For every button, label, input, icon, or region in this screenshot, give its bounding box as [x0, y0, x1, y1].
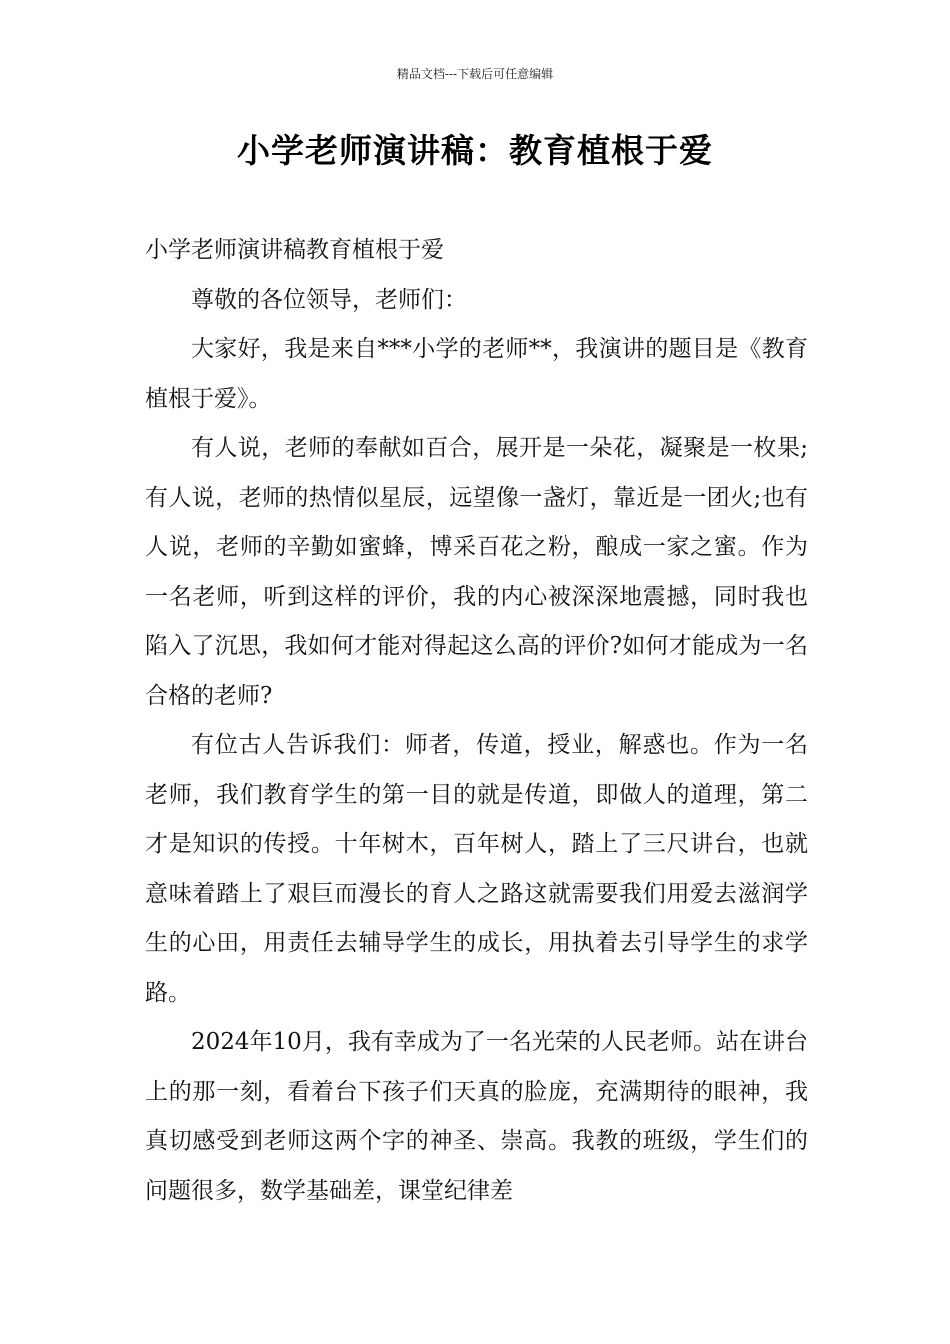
paragraph-body: 有人说，老师的奉献如百合，展开是一朵花，凝聚是一枚果;有人说，老师的热情似星辰，远望像一盏灯，靠近是一团火;也有人说，老师的辛勤如蜜蜂，博采百花之粉，酿成一家之蜜。作为一名老师，听到这样的评价，我的内心被深深地震撼，同时我也陷入了沉思，我如何才能对得起这么高的评价?如何才能成为一名合格的老师? — [145, 435, 808, 709]
paragraph-salutation: 尊敬的各位领导，老师们： — [191, 286, 467, 313]
paragraph-subtitle: 小学老师演讲稿教育植根于爱 — [145, 237, 444, 263]
header-note: 精品文档---下载后可任意编辑 — [396, 67, 554, 81]
document-body — [145, 226, 808, 1216]
paragraph-intro: 大家好，我是来自***小学的老师**，我演讲的题目是《教育植根于爱》。 — [145, 336, 808, 412]
document-title: 小学老师演讲稿：教育植根于爱 — [237, 131, 713, 170]
paragraph-body: 2024年10月，我有幸成为了一名光荣的人民老师。站在讲台上的那一刻，看着台下孩子们天真的脸庞，充满期待的眼神，我真切感受到老师这两个字的神圣、崇高。我教的班级，学生们的问题很多，数学基础差，课堂纪律差 — [145, 1029, 808, 1204]
paragraph-body: 有位古人告诉我们：师者，传道，授业，解惑也。作为一名老师，我们教育学生的第一目的就是传道，即做人的道理，第二才是知识的传授。十年树木，百年树人，踏上了三尺讲台，也就意味着踏上了艰巨而漫长的育人之路这就需要我们用爱去滋润学生的心田，用责任去辅导学生的成长，用执着去引导学生的求学路。 — [145, 732, 808, 1006]
